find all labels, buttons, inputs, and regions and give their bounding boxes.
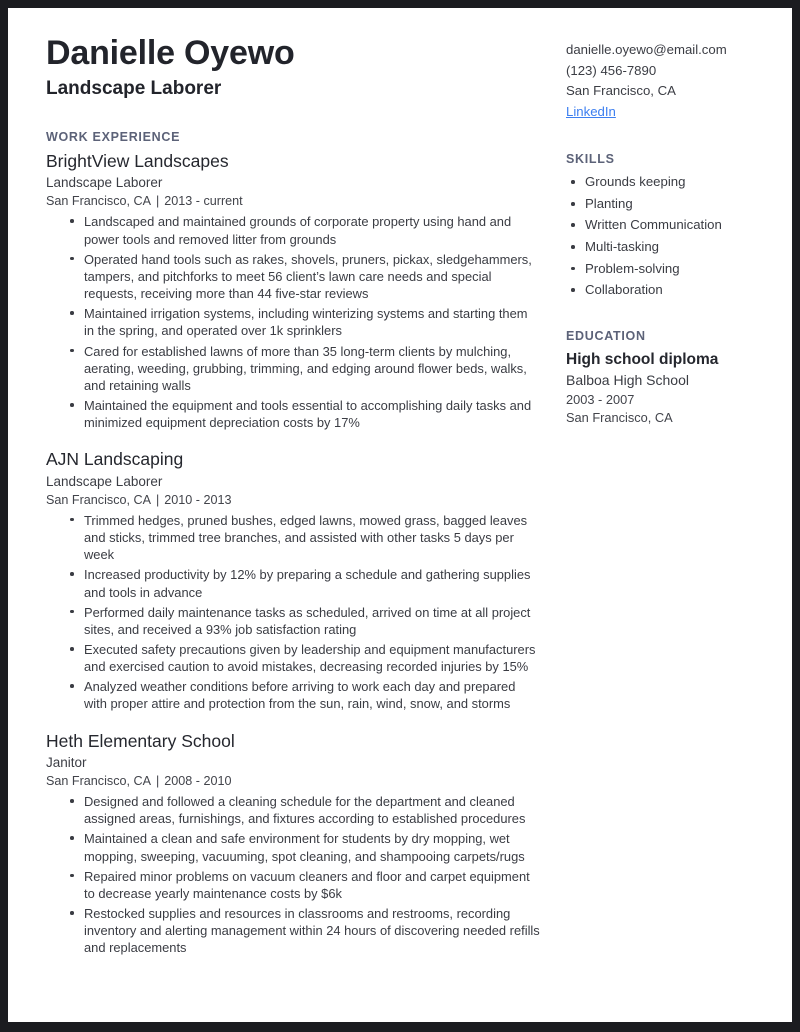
experience-organization: Heth Elementary School <box>46 730 235 751</box>
education-school: Balboa High School <box>566 371 689 388</box>
experience-location: San Francisco, CA <box>46 194 151 209</box>
experience-location: San Francisco, CA <box>46 492 151 507</box>
experience-meta <box>46 193 540 210</box>
skill-item: Multi-tasking <box>568 238 800 256</box>
education-dates: 2003 - 2007 <box>566 391 635 407</box>
header-block <box>40 34 540 100</box>
candidate-headline: Landscape Laborer <box>46 78 222 100</box>
candidate-name: Danielle Oyewo <box>46 34 295 72</box>
experience-bullet: Maintained a clean and safe environment for students by dry mopping, wet mopping, sweeping, vacuuming, spot cleaning, and shampooing carpets/rugs <box>68 830 540 864</box>
experience-bullet: Landscaped and maintained grounds of corporate property using hand and power tools and removed litter from grounds <box>68 213 540 247</box>
experience-bullet-list <box>46 213 540 431</box>
experience-role: Janitor <box>46 754 87 770</box>
education-section <box>566 329 800 427</box>
work-experience-section <box>40 130 540 957</box>
experience-dates: 2010 - 2013 <box>164 492 232 507</box>
skills-list <box>566 173 800 298</box>
experience-bullet: Restocked supplies and resources in classrooms and restrooms, recording inventory and alerting management within 24 hours of discovering needed refills and replacements <box>68 905 540 956</box>
experience-entry <box>46 731 540 957</box>
right-column <box>540 34 800 427</box>
meta-separator: | <box>156 194 160 209</box>
experience-entry <box>46 449 540 712</box>
skill-item: Problem-solving <box>568 260 800 278</box>
skill-item: Planting <box>568 195 800 213</box>
experience-bullet: Performed daily maintenance tasks as scheduled, arrived on time at all project sites, and received a 93% job satisfaction rating <box>68 604 540 638</box>
experience-dates: 2008 - 2010 <box>164 774 232 789</box>
experience-bullet: Operated hand tools such as rakes, shovels, pruners, pickax, sledgehammers, tampers, and pitchforks to meet 56 client’s lawn care needs and special requests, receiving more than 44 five-star reviews <box>68 251 540 302</box>
skill-item: Grounds keeping <box>568 173 800 191</box>
experience-role: Landscape Laborer <box>46 175 163 191</box>
experience-bullet: Cared for established lawns of more than 35 long-term clients by mulching, aerating, weeding, grubbing, trimming, and edging around flower beds, walks, and retaining walls <box>68 343 540 394</box>
experience-bullet-list <box>46 512 540 713</box>
experience-meta <box>46 492 540 509</box>
experience-organization: BrightView Landscapes <box>46 150 229 171</box>
experience-bullet: Maintained the equipment and tools essential to accomplishing daily tasks and minimized equipment depreciation costs by 17% <box>68 397 540 431</box>
experience-bullet: Repaired minor problems on vacuum cleaners and floor and carpet equipment to decrease yearly maintenance costs by $6k <box>68 868 540 902</box>
experience-entry <box>46 151 540 431</box>
skills-section <box>566 152 800 298</box>
resume-columns <box>40 34 760 957</box>
experience-bullet: Analyzed weather conditions before arriving to work each day and prepared with proper attire and protection from the sun, rain, wind, snow, and storms <box>68 678 540 712</box>
experience-bullet: Increased productivity by 12% by preparing a schedule and gathering supplies and tools in advance <box>68 566 540 600</box>
section-heading-work-experience: WORK EXPERIENCE <box>46 129 181 144</box>
section-heading-skills: SKILLS <box>566 152 615 167</box>
experience-bullet: Trimmed hedges, pruned bushes, edged lawns, mowed grass, bagged leaves and sticks, trimmed tree branches, and assisted with other tasks 5 days per week <box>68 512 540 563</box>
experience-bullet: Executed safety precautions given by leadership and equipment manufacturers and exercised caution to avoid mistakes, decreasing recorded injuries by 15% <box>68 641 540 675</box>
left-column <box>40 34 540 957</box>
contact-email: danielle.oyewo@email.com <box>566 42 727 57</box>
meta-separator: | <box>156 492 160 507</box>
experience-location: San Francisco, CA <box>46 774 151 789</box>
education-entry <box>566 350 800 427</box>
experience-bullet: Designed and followed a cleaning schedule for the department and cleaned assigned areas, furnishings, and fixtures according to established procedures <box>68 793 540 827</box>
experience-meta <box>46 773 540 790</box>
experience-bullet: Maintained irrigation systems, including winterizing systems and starting them in the spring, and operated over 1k sprinklers <box>68 305 540 339</box>
education-location: San Francisco, CA <box>566 409 673 425</box>
section-heading-education: EDUCATION <box>566 328 646 343</box>
experience-dates: 2013 - current <box>164 194 243 209</box>
linkedin-link[interactable]: LinkedIn <box>566 103 616 119</box>
experience-organization: AJN Landscaping <box>46 449 184 470</box>
education-degree: High school diploma <box>566 350 719 368</box>
contact-block <box>566 34 800 122</box>
resume-page <box>8 8 792 1022</box>
contact-phone: (123) 456-7890 <box>566 62 657 78</box>
skill-item: Collaboration <box>568 281 800 299</box>
experience-role: Landscape Laborer <box>46 473 163 489</box>
meta-separator: | <box>156 774 160 789</box>
skill-item: Written Communication <box>568 216 800 234</box>
contact-location: San Francisco, CA <box>566 83 676 99</box>
experience-bullet-list <box>46 793 540 956</box>
